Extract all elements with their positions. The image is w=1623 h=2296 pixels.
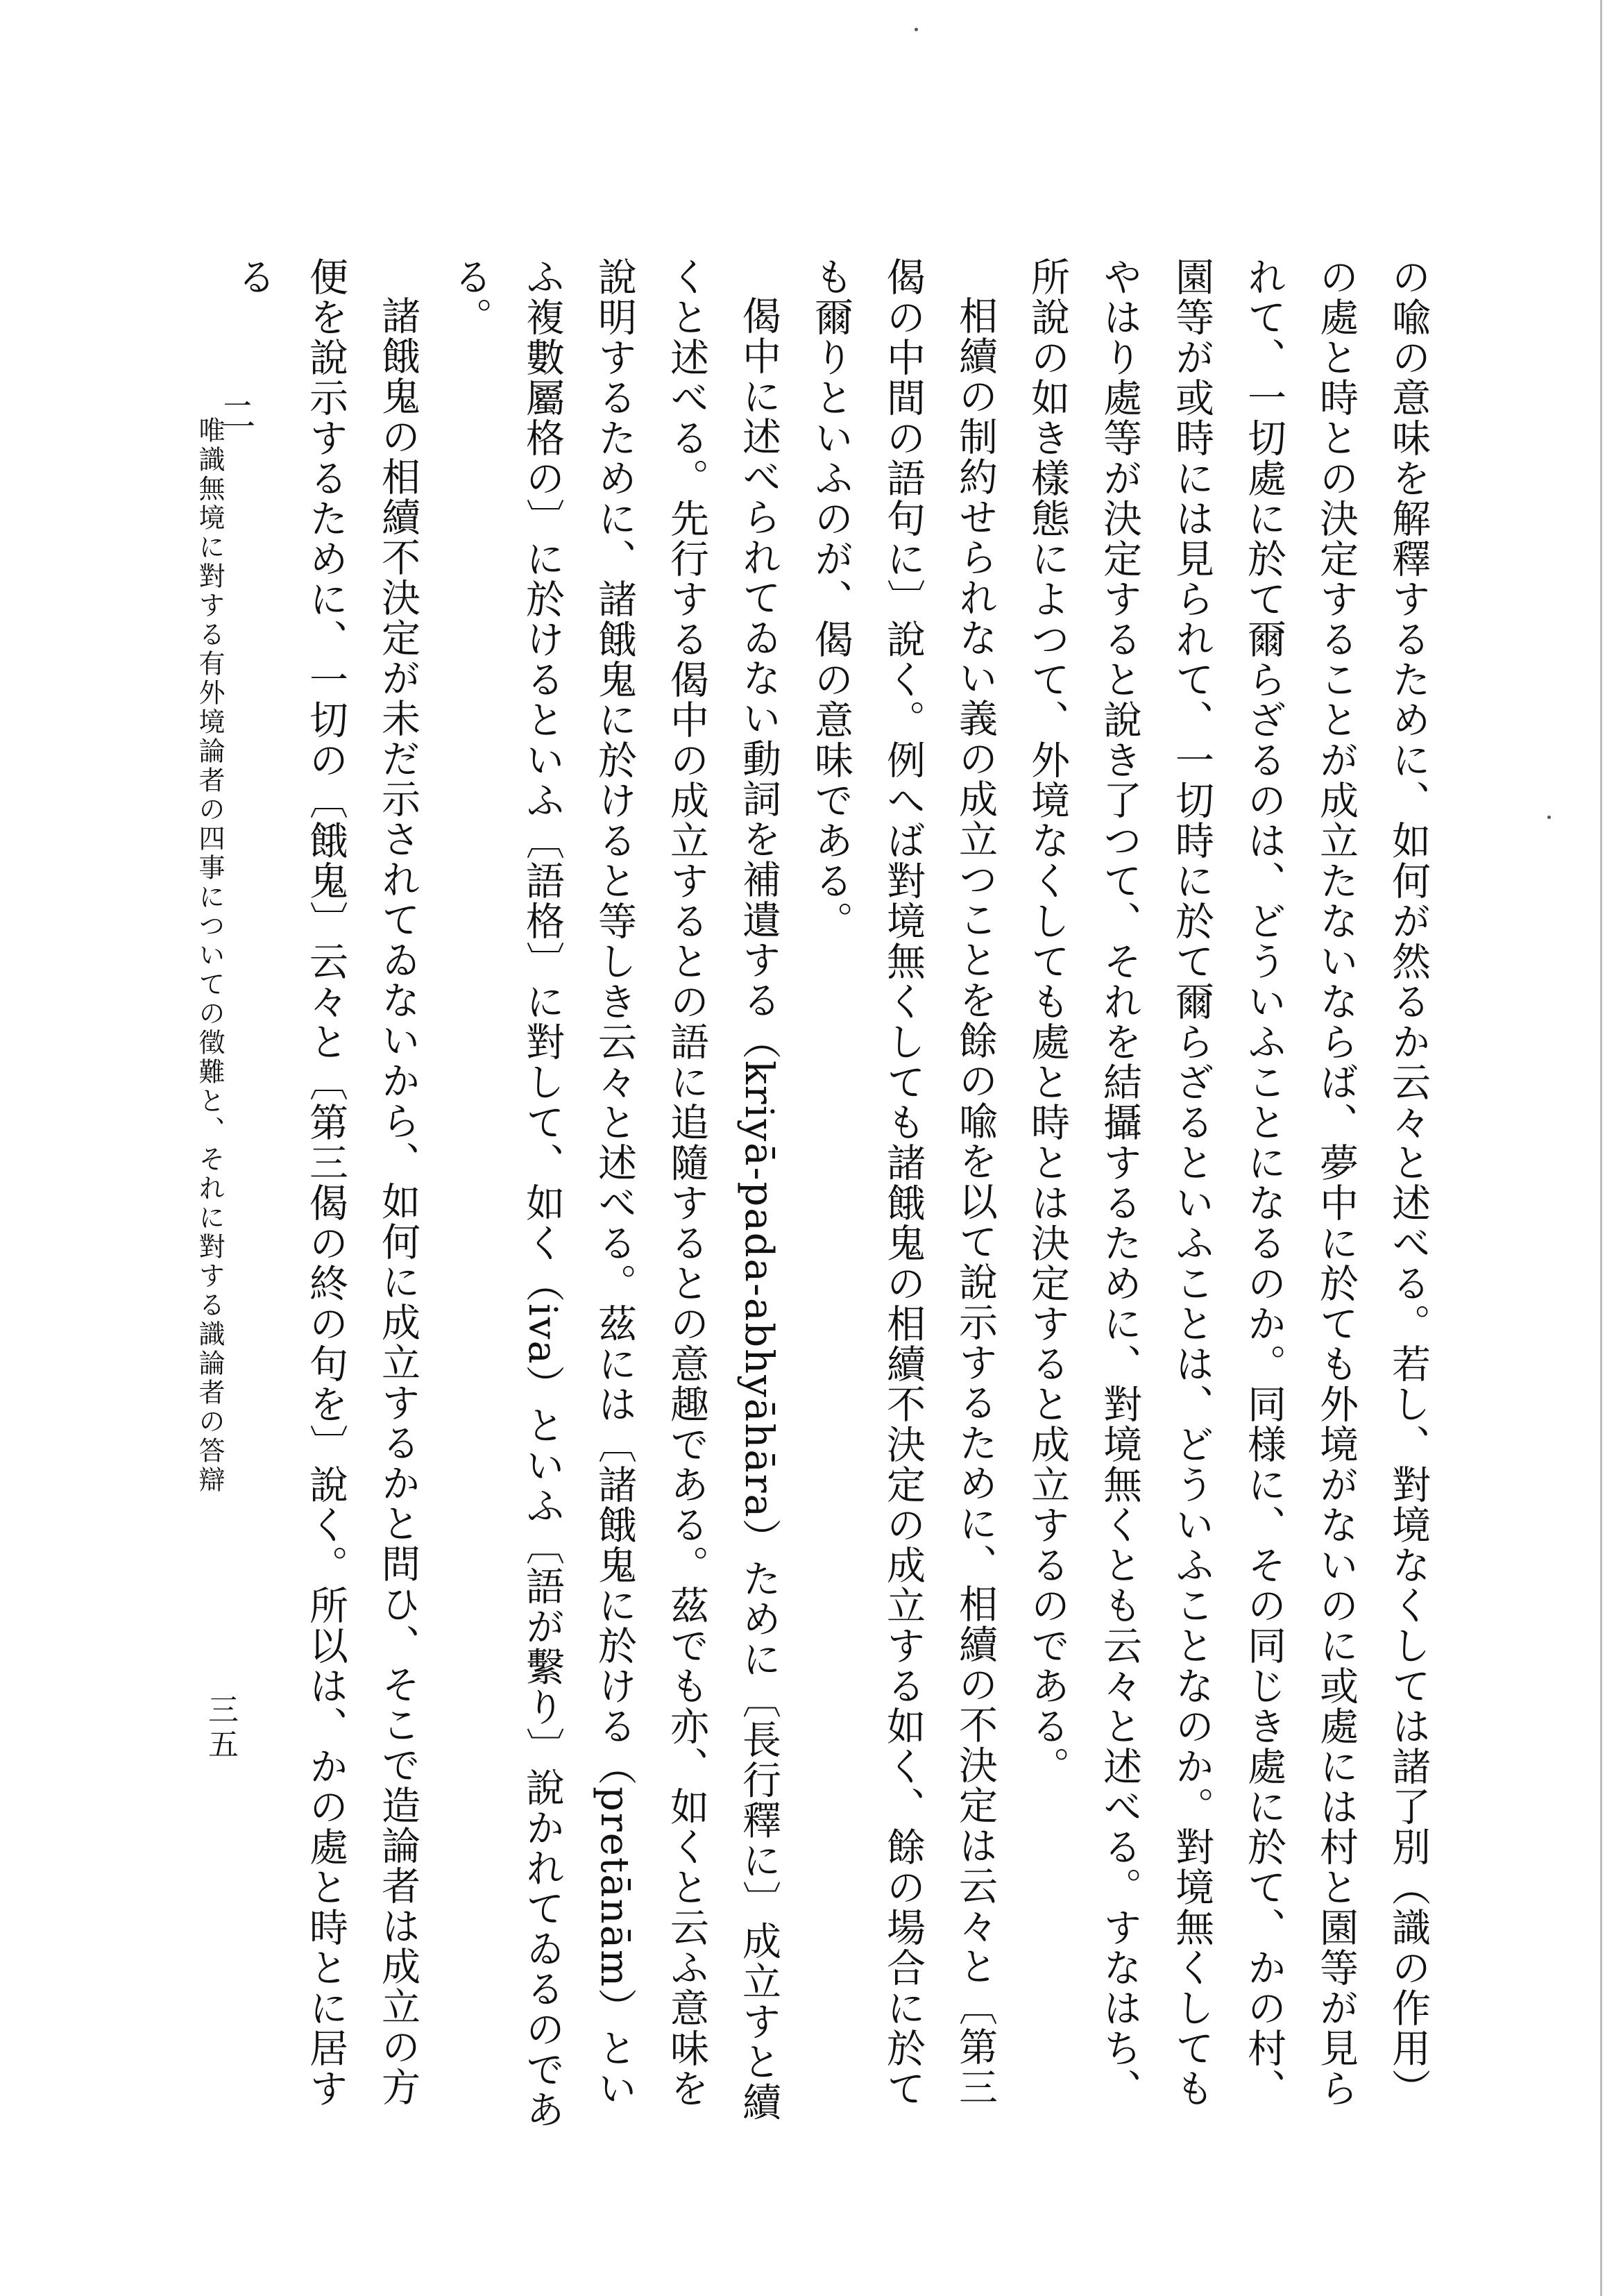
scan-edge-line	[1600, 0, 1602, 2296]
running-head-title: 唯識無境に對する有外境論者の四事についての徵難と、それに對する識論者の答辯	[194, 416, 225, 1495]
page-number: 三五	[203, 1694, 238, 1763]
section-number: 二	[213, 396, 255, 432]
paragraph-3: 偈中に述べられてゐない動詞を補遺する（kriyā-pada-abhyāhāra）ために〔長行釋に〕成立すと續くと述べる。先行する偈中の成立するとの語に追隨するとの意趣である。茲でも亦、如くと云ふ意味を說明するために、諸餓鬼に於けると等しき云々と述べる。茲には〔諸餓鬼に於ける（pretānām）といふ複數屬格の〕に於けるといふ〔語格〕に對して、如く（iva）といふ〔語が繫り〕說かれてゐるのである。	[448, 257, 781, 2130]
main-text-block	[126, 257, 1444, 2131]
paragraph-4: 諸餓鬼の相續不決定が未だ示されてゐないから、如何に成立するかと問ひ、そこで造論者は成立の方便を說示するために、一切の〔餓鬼〕云々と〔第三偈の終の句を〕說く。所以は、かの處と時とに居する	[231, 257, 420, 2109]
paragraph-1: の喩の意味を解釋するために、如何が然るか云々と述べる。若し、對境なくしては諸了別（識の作用）の處と時との決定することが成立たないならば、夢中に於ても外境がないのに或處には村と園等が見られて、一切處に於て爾らざるのは、どういふことになるのか。同様に、その同じき處に於て、かの村、園等が或時には見られて、一切時に於て爾らざるといふことは、どういふことなのか。對境無くしてもやはり處等が決定すると說き了つて、それを結攝するために、對境無くとも云々と述べる。すなはち、所說の如き樣態によつて、外境なくしても處と時とは決定すると成立するのである。	[1025, 257, 1431, 2109]
paragraph-2: 相續の制約せられない義の成立つことを餘の喩を以て說示するために、相續の不決定は云々と〔第三偈の中間の語句に〕說く。例へば對境無くしても諸餓鬼の相續不決定の成立する如く、餘の場合に於ても爾りといふのが、偈の意味である。	[808, 257, 998, 2109]
scan-speck	[1547, 816, 1551, 819]
scan-speck	[915, 28, 918, 31]
